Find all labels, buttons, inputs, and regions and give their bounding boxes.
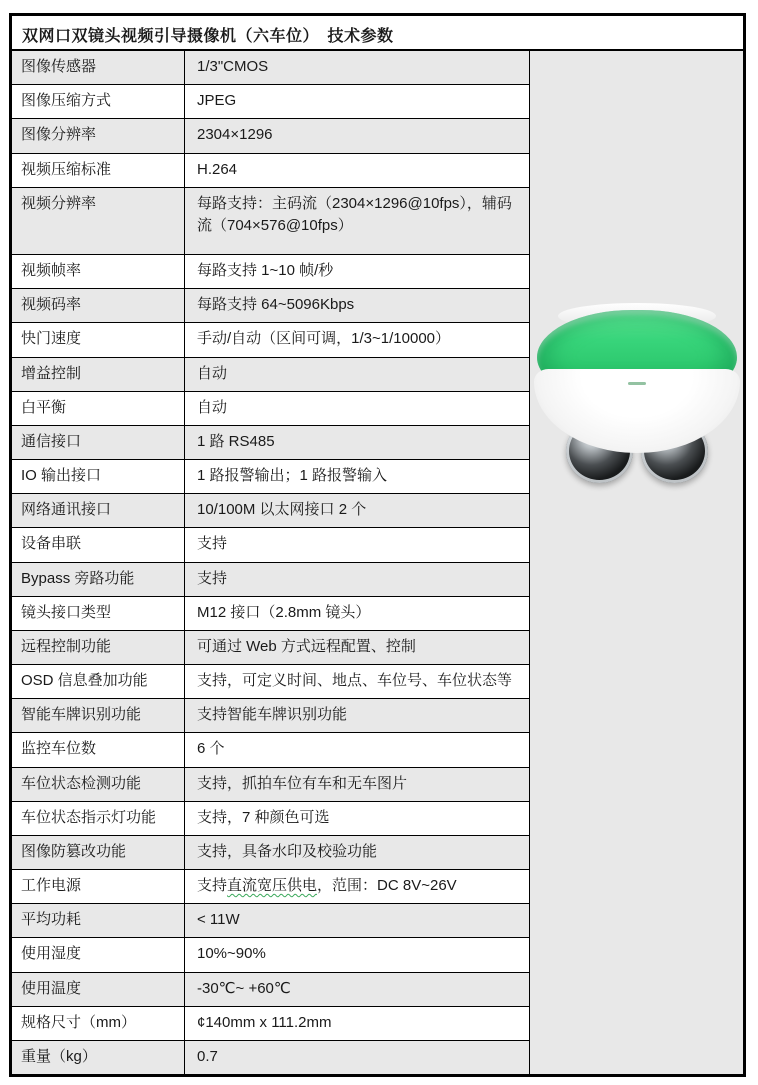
spec-label-cell: 视频码率 <box>12 289 185 322</box>
spec-label-cell: 规格尺寸（mm） <box>12 1007 185 1040</box>
spec-label-cell: 镜头接口类型 <box>12 597 185 630</box>
spec-value-cell: 可通过 Web 方式远程配置、控制 <box>197 637 416 655</box>
spec-label-cell: 视频分辨率 <box>12 188 185 254</box>
spec-value-cell: 支持 <box>197 569 228 587</box>
spec-label-cell: 视频帧率 <box>12 255 185 288</box>
spec-value-cell: 支持，可定义时间、地点、车位号、车位状态等 <box>197 672 513 690</box>
table-row <box>12 358 529 392</box>
table-row <box>12 733 529 767</box>
table-row <box>12 460 529 494</box>
spec-label-cell: 图像压缩方式 <box>12 85 185 118</box>
spec-value-cell: H.264 <box>197 160 238 178</box>
spec-label-cell: 工作电源 <box>12 870 185 903</box>
table-row <box>12 870 529 904</box>
table-row <box>12 563 529 597</box>
spec-label-cell: 通信接口 <box>12 426 185 459</box>
spec-value-cell: 每路支持：主码流（2304×1296@10fps），辅码流（704×576@10fps） <box>197 194 512 234</box>
spec-label-cell: 使用温度 <box>12 973 185 1006</box>
spec-label-cell: 使用湿度 <box>12 938 185 971</box>
spec-label-cell: Bypass 旁路功能 <box>12 563 185 596</box>
table-content <box>12 51 743 1074</box>
spec-value-cell: 手动/自动（区间可调，1/3~1/10000） <box>197 330 451 348</box>
table-row <box>12 973 529 1007</box>
table-row <box>12 938 529 972</box>
table-row <box>12 904 529 938</box>
spec-value-cell: 1/3"CMOS <box>197 58 269 75</box>
table-row <box>12 528 529 562</box>
spec-label-cell: 视频压缩标准 <box>12 154 185 187</box>
spec-value-cell: 每路支持 64~5096Kbps <box>197 296 355 314</box>
spec-label-cell: 设备串联 <box>12 528 185 561</box>
table-row <box>12 85 529 119</box>
table-row <box>12 1007 529 1041</box>
table-row <box>12 392 529 426</box>
table-row <box>12 154 529 188</box>
spec-value-cell: 支持 <box>197 535 228 553</box>
spec-value-cell: 10%~90% <box>197 945 266 963</box>
spec-value-cell: -30℃~ +60℃ <box>197 979 291 997</box>
table-row <box>12 119 529 153</box>
table-row <box>12 494 529 528</box>
spec-value-cell: 6 个 <box>197 740 225 758</box>
spec-label-cell: OSD 信息叠加功能 <box>12 665 185 698</box>
spec-value-cell: 支持智能车牌识别功能 <box>197 706 348 724</box>
camera-status-indicator <box>628 382 646 385</box>
spec-value-cell: 1 路报警输出；1 路报警输入 <box>197 467 388 485</box>
table-row <box>12 255 529 289</box>
table-row <box>12 188 529 255</box>
spellcheck-squiggle-text: 直流宽压供电 <box>227 877 318 895</box>
spec-label-cell: IO 输出接口 <box>12 460 185 493</box>
spec-value-cell: JPEG <box>197 92 237 110</box>
spec-value-cell: 10/100M 以太网接口 2 个 <box>197 501 367 519</box>
table-row <box>12 699 529 733</box>
spec-value-cell: ¢140mm x 111.2mm <box>197 1013 332 1031</box>
spec-value-cell: 支持，7 种颜色可选 <box>197 808 330 826</box>
table-row <box>12 323 529 357</box>
table-row <box>12 426 529 460</box>
spec-label-cell: 白平衡 <box>12 392 185 425</box>
camera-product-image <box>534 303 740 503</box>
spec-value-cell: < 11W <box>197 911 240 929</box>
table-row <box>12 51 529 85</box>
spec-label-cell: 图像分辨率 <box>12 119 185 152</box>
table-row <box>12 665 529 699</box>
spec-label-cell: 平均功耗 <box>12 904 185 937</box>
spec-label-cell: 快门速度 <box>12 323 185 356</box>
spec-value-cell: 每路支持 1~10 帧/秒 <box>197 262 334 280</box>
table-row <box>12 836 529 870</box>
spec-label-cell: 网络通讯接口 <box>12 494 185 527</box>
product-image-panel <box>529 51 743 1074</box>
spec-label-cell: 重量（kg） <box>12 1041 185 1074</box>
table-row <box>12 631 529 665</box>
spec-value-cell: 支持直流宽压供电，范围：DC 8V~26V <box>197 877 457 895</box>
spec-label-cell: 图像防篡改功能 <box>12 836 185 869</box>
spec-label-cell: 车位状态检测功能 <box>12 768 185 801</box>
spec-label-cell: 图像传感器 <box>12 51 185 84</box>
spec-table <box>9 13 746 1077</box>
table-row <box>12 597 529 631</box>
table-row <box>12 289 529 323</box>
spec-value-cell: 支持，抓拍车位有车和无车图片 <box>197 774 408 792</box>
spec-label-cell: 增益控制 <box>12 358 185 391</box>
spec-value-cell: 1 路 RS485 <box>197 432 275 450</box>
spec-label-cell: 远程控制功能 <box>12 631 185 664</box>
spec-value-cell: 自动 <box>197 364 228 382</box>
spec-value-cell: 2304×1296 <box>197 126 273 144</box>
spec-value-cell: 0.7 <box>197 1047 218 1065</box>
spec-value-cell: M12 接口（2.8mm 镜头） <box>197 603 371 621</box>
spec-value-cell: 自动 <box>197 398 228 416</box>
page-title: 双网口双镜头视频引导摄像机（六车位） 技术参数 <box>12 16 743 51</box>
table-row <box>12 802 529 836</box>
spec-rows <box>12 51 529 1074</box>
spec-label-cell: 监控车位数 <box>12 733 185 766</box>
table-row <box>12 768 529 802</box>
spec-label-cell: 车位状态指示灯功能 <box>12 802 185 835</box>
spec-label-cell: 智能车牌识别功能 <box>12 699 185 732</box>
spec-value-cell: 支持，具备水印及校验功能 <box>197 842 378 860</box>
table-row <box>12 1041 529 1074</box>
